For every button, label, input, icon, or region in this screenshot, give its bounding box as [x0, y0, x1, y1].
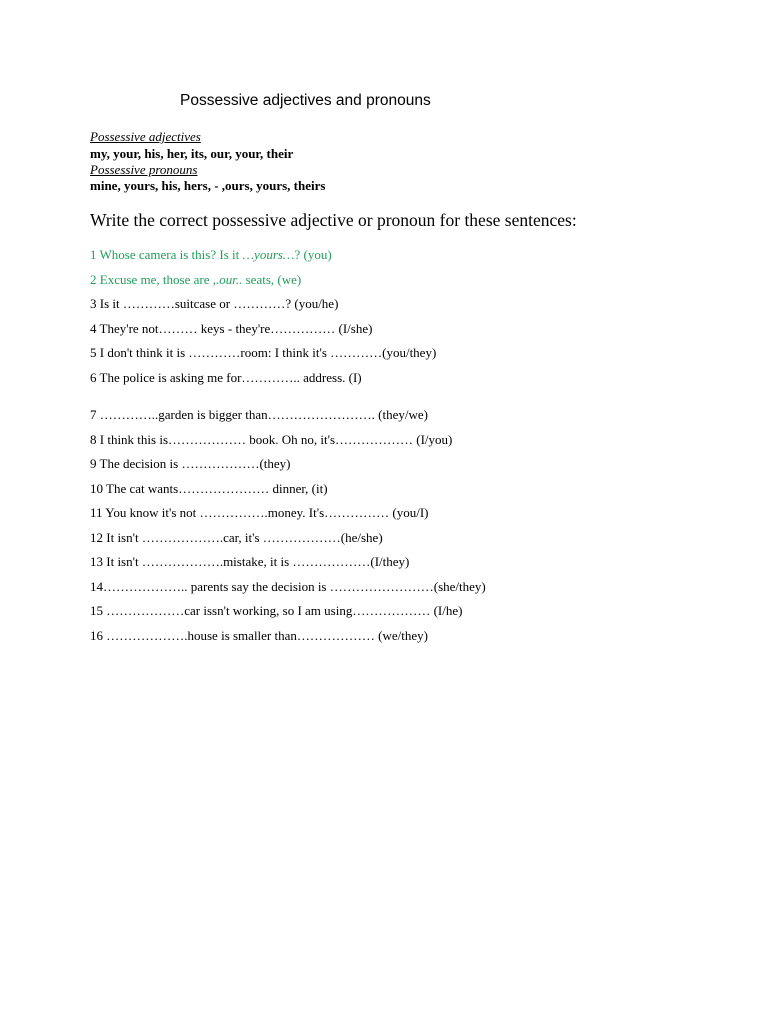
adjectives-heading: Possessive adjectives [90, 129, 201, 144]
exercise-sentence: 15 ………………car issn't working, so I am using……………… (I/he) [90, 603, 463, 618]
exercise-sentence: 6 The police is asking me for………….. address. (I) [90, 370, 362, 385]
pronouns-list: mine, yours, his, hers, - ,ours, yours, theirs [90, 178, 326, 193]
exercise-sentence: 10 The cat wants………………… dinner, (it) [90, 481, 328, 496]
example-answer: ,.our.. [212, 272, 243, 287]
exercise-sentence: 4 They're not……… keys - they're…………… (I/she) [90, 321, 373, 336]
example-sentence [90, 272, 301, 288]
exercise-sentence: 16 ……………….house is smaller than……………… (we/they) [90, 628, 428, 643]
pronouns-heading: Possessive pronouns [90, 162, 198, 177]
example-text-before: 1 Whose camera is this? Is it [90, 247, 243, 262]
exercise-sentence: 12 It isn't ……………….car, it's ………………(he/she) [90, 530, 383, 545]
example-text-after: seats, (we) [242, 272, 302, 287]
example-text-after: ? (you) [294, 247, 332, 262]
exercise-sentence: 7 …………..garden is bigger than……………………. (they/we) [90, 407, 428, 422]
exercise-sentence: 11 You know it's not …………….money. It's…………… (you/I) [90, 505, 429, 520]
exercise-sentence: 5 I don't think it is …………room: I think it's …………(you/they) [90, 345, 437, 360]
exercise-sentence: 9 The decision is ………………(they) [90, 456, 291, 471]
example-text-before: 2 Excuse me, those are [90, 272, 213, 287]
exercise-sentence: 8 I think this is……………… book. Oh no, it's……………… (I/you) [90, 432, 453, 447]
exercise-sentence: 13 It isn't ……………….mistake, it is ………………(I/they) [90, 554, 410, 569]
page-title: Possessive adjectives and pronouns [180, 92, 431, 109]
exercise-sentence: 14……………….. parents say the decision is ……………………(she/they) [90, 579, 486, 594]
instruction: Write the correct possessive adjective or pronoun for these sentences: [90, 210, 577, 230]
exercise-sentence: 3 Is it …………suitcase or …………? (you/he) [90, 296, 339, 311]
adjectives-list: my, your, his, her, its, our, your, their [90, 146, 294, 161]
example-answer: …yours… [242, 247, 295, 262]
example-sentence [90, 247, 332, 263]
